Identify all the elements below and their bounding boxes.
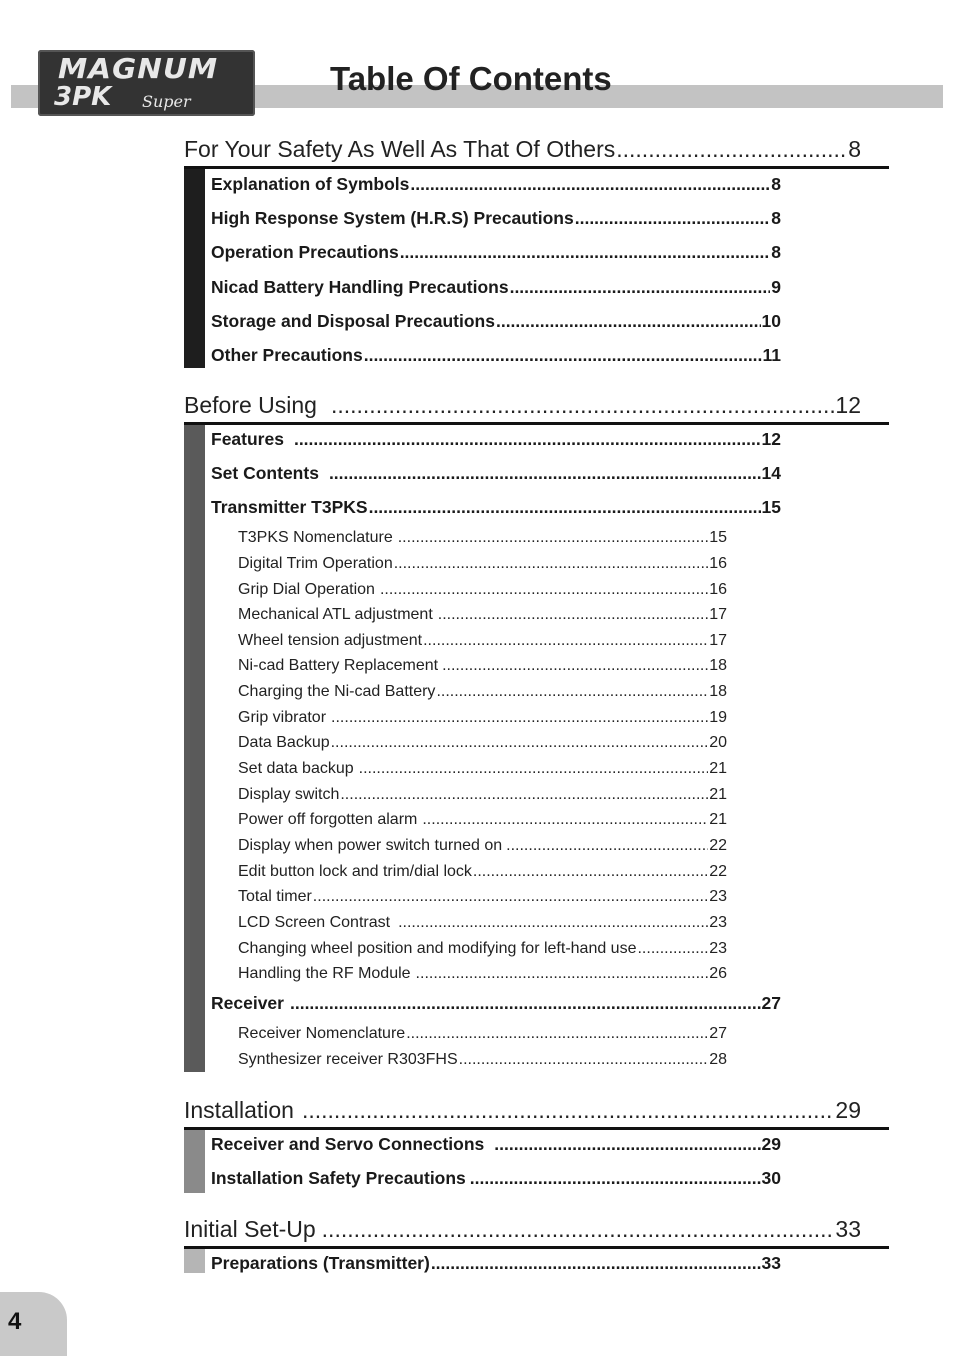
dot-leader [322, 1216, 835, 1243]
dot-leader [496, 311, 761, 332]
dot-leader [359, 760, 709, 778]
entry-page: 9 [771, 277, 781, 297]
entry-page: 18 [709, 657, 727, 674]
entry-page: 12 [761, 429, 781, 449]
toc-entry[interactable] [211, 174, 781, 195]
entry-title: Wheel tension adjustment [238, 632, 423, 649]
toc-entry[interactable] [211, 345, 781, 366]
entry-title: Explanation of Symbols [211, 174, 410, 194]
page-number: 4 [8, 1308, 22, 1335]
entry-title: Storage and Disposal Precautions [211, 311, 495, 331]
section-page: 12 [835, 392, 861, 418]
logo-line-3: Super [142, 92, 191, 111]
entry-page: 21 [709, 760, 727, 777]
entry-page: 23 [709, 888, 727, 905]
toc-subentry[interactable] [238, 786, 727, 804]
section-page: 33 [835, 1216, 861, 1242]
dot-leader [431, 1253, 761, 1274]
dot-leader [473, 863, 708, 881]
entry-page: 22 [709, 837, 727, 854]
entry-page: 30 [761, 1168, 781, 1188]
page-title: Table Of Contents [330, 60, 612, 97]
entry-page: 33 [761, 1253, 781, 1273]
entry-title: Other Precautions [211, 345, 363, 365]
dot-leader [290, 993, 761, 1014]
entry-page: 26 [709, 965, 727, 982]
toc-subentry[interactable] [238, 811, 727, 829]
toc-subentry[interactable] [238, 914, 727, 932]
dot-leader [410, 174, 770, 195]
section-bar [184, 425, 205, 1072]
entry-title: Receiver Nomenclature [238, 1025, 406, 1042]
entry-title: Display when power switch turned on [238, 837, 503, 854]
entry-title: Installation Safety Precautions [211, 1168, 466, 1188]
dot-leader [331, 734, 709, 752]
dot-leader [398, 529, 708, 547]
dot-leader [494, 1134, 760, 1155]
logo-line-1: MAGNUM [58, 52, 219, 85]
dot-leader [438, 606, 708, 624]
entry-page: 27 [709, 1025, 727, 1042]
dot-leader [422, 811, 708, 829]
dot-leader [442, 657, 708, 675]
dot-leader [331, 392, 834, 419]
entry-page: 15 [761, 497, 781, 517]
entry-title: Set Contents [211, 463, 319, 483]
toc-subentry[interactable] [238, 709, 727, 727]
toc-entry[interactable] [211, 242, 781, 263]
toc-entry[interactable] [211, 311, 781, 332]
entry-title: Data Backup [238, 734, 330, 751]
entry-page: 16 [709, 581, 727, 598]
entry-page: 11 [762, 345, 781, 365]
entry-title: Power off forgotten alarm [238, 811, 418, 828]
entry-page: 17 [709, 606, 727, 623]
toc-subentry[interactable] [238, 734, 727, 752]
dot-leader [406, 1025, 708, 1043]
entry-title: Changing wheel position and modifying for left-hand use [238, 940, 637, 957]
entry-title: Transmitter T3PKS [211, 497, 368, 517]
toc-subentry[interactable] [238, 940, 727, 958]
entry-page: 17 [709, 632, 727, 649]
toc-entry[interactable] [211, 1168, 781, 1189]
dot-leader [436, 683, 708, 701]
entry-title: Operation Precautions [211, 242, 399, 262]
section-heading-initial-setup[interactable] [184, 1216, 889, 1249]
dot-leader [616, 136, 847, 163]
section-title: Initial Set-Up [184, 1216, 316, 1242]
section-bar [184, 1249, 205, 1273]
section-page: 8 [848, 136, 861, 162]
entry-page: 8 [771, 174, 781, 194]
entry-page: 8 [771, 208, 781, 228]
entry-title: Grip Dial Operation [238, 581, 375, 598]
dot-leader [302, 1097, 834, 1124]
dot-leader [340, 786, 708, 804]
entry-title: Display switch [238, 786, 340, 803]
dot-leader [400, 242, 771, 263]
toc-subentry[interactable] [238, 863, 727, 881]
toc-entry[interactable] [211, 1134, 781, 1155]
section-title: Installation [184, 1097, 294, 1123]
entry-title: LCD Screen Contrast [238, 914, 391, 931]
dot-leader [313, 888, 708, 906]
entry-page: 16 [709, 555, 727, 572]
entry-page: 15 [709, 529, 727, 546]
toc-subentry[interactable] [238, 529, 727, 547]
section-bar [184, 1130, 205, 1193]
dot-leader [416, 965, 709, 983]
entry-page: 29 [761, 1134, 781, 1154]
section-title: Before Using [184, 392, 317, 418]
toc-subentry[interactable] [238, 760, 727, 778]
section-heading-before-using[interactable] [184, 392, 889, 425]
entry-title: Edit button lock and trim/dial lock [238, 863, 472, 880]
dot-leader [364, 345, 762, 366]
entry-page: 19 [709, 709, 727, 726]
magnum-logo [38, 50, 255, 116]
entry-page: 21 [709, 811, 727, 828]
entry-title: Ni-cad Battery Replacement [238, 657, 439, 674]
toc-subentry[interactable] [238, 657, 727, 675]
toc-subentry[interactable] [238, 837, 727, 855]
toc-subentry[interactable] [238, 606, 727, 624]
toc-entry[interactable] [211, 463, 781, 484]
entry-page: 21 [709, 786, 727, 803]
dot-leader [506, 837, 708, 855]
entry-page: 18 [709, 683, 727, 700]
entry-title: Receiver [211, 993, 284, 1013]
toc-entry[interactable] [211, 277, 781, 298]
entry-title: T3PKS Nomenclature [238, 529, 393, 546]
entry-title: Features [211, 429, 284, 449]
dot-leader [423, 632, 708, 650]
section-heading-installation[interactable] [184, 1097, 889, 1130]
dot-leader [575, 208, 771, 229]
toc-subentry[interactable] [238, 1051, 727, 1069]
dot-leader [329, 463, 761, 484]
dot-leader [398, 914, 708, 932]
entry-title: Receiver and Servo Connections [211, 1134, 485, 1154]
toc-subentry[interactable] [238, 581, 727, 599]
entry-page: 23 [709, 914, 727, 931]
entry-title: Charging the Ni-cad Battery [238, 683, 436, 700]
entry-title: Preparations (Transmitter) [211, 1253, 430, 1273]
section-bar [184, 169, 205, 368]
toc-entry[interactable] [211, 1253, 781, 1274]
section-title: For Your Safety As Well As That Of Others [184, 136, 616, 162]
entry-page: 27 [761, 993, 781, 1013]
entry-page: 14 [761, 463, 781, 483]
entry-page: 8 [771, 242, 781, 262]
entry-title: Mechanical ATL adjustment [238, 606, 433, 623]
dot-leader [510, 277, 771, 298]
dot-leader [380, 581, 708, 599]
dot-leader [331, 709, 708, 727]
toc-entry[interactable] [211, 993, 781, 1014]
toc-subentry[interactable] [238, 632, 727, 650]
entry-title: Synthesizer receiver R303FHS [238, 1051, 458, 1068]
section-heading-safety[interactable] [184, 136, 889, 169]
section-page: 29 [835, 1097, 861, 1123]
toc-subentry[interactable] [238, 1025, 727, 1043]
dot-leader [369, 497, 761, 518]
entry-page: 20 [709, 734, 727, 751]
toc-subentry[interactable] [238, 683, 727, 701]
toc-entry[interactable] [211, 208, 781, 229]
entry-title: Grip vibrator [238, 709, 327, 726]
dot-leader [459, 1051, 709, 1069]
entry-title: Nicad Battery Handling Precautions [211, 277, 509, 297]
dot-leader [394, 555, 708, 573]
toc-entry[interactable] [211, 429, 781, 450]
dot-leader [470, 1168, 761, 1189]
entry-title: Digital Trim Operation [238, 555, 393, 572]
entry-title: High Response System (H.R.S) Precautions [211, 208, 574, 228]
dot-leader [637, 940, 708, 958]
toc-subentry[interactable] [238, 555, 727, 573]
entry-title: Total timer [238, 888, 312, 905]
toc-entry[interactable] [211, 497, 781, 518]
entry-title: Handling the RF Module [238, 965, 411, 982]
toc-subentry[interactable] [238, 965, 727, 983]
entry-page: 28 [709, 1051, 727, 1068]
entry-title: Set data backup [238, 760, 354, 777]
entry-page: 10 [761, 311, 781, 331]
entry-page: 23 [709, 940, 727, 957]
entry-page: 22 [709, 863, 727, 880]
toc-subentry[interactable] [238, 888, 727, 906]
logo-line-2: 3PK [54, 82, 112, 112]
dot-leader [294, 429, 761, 450]
